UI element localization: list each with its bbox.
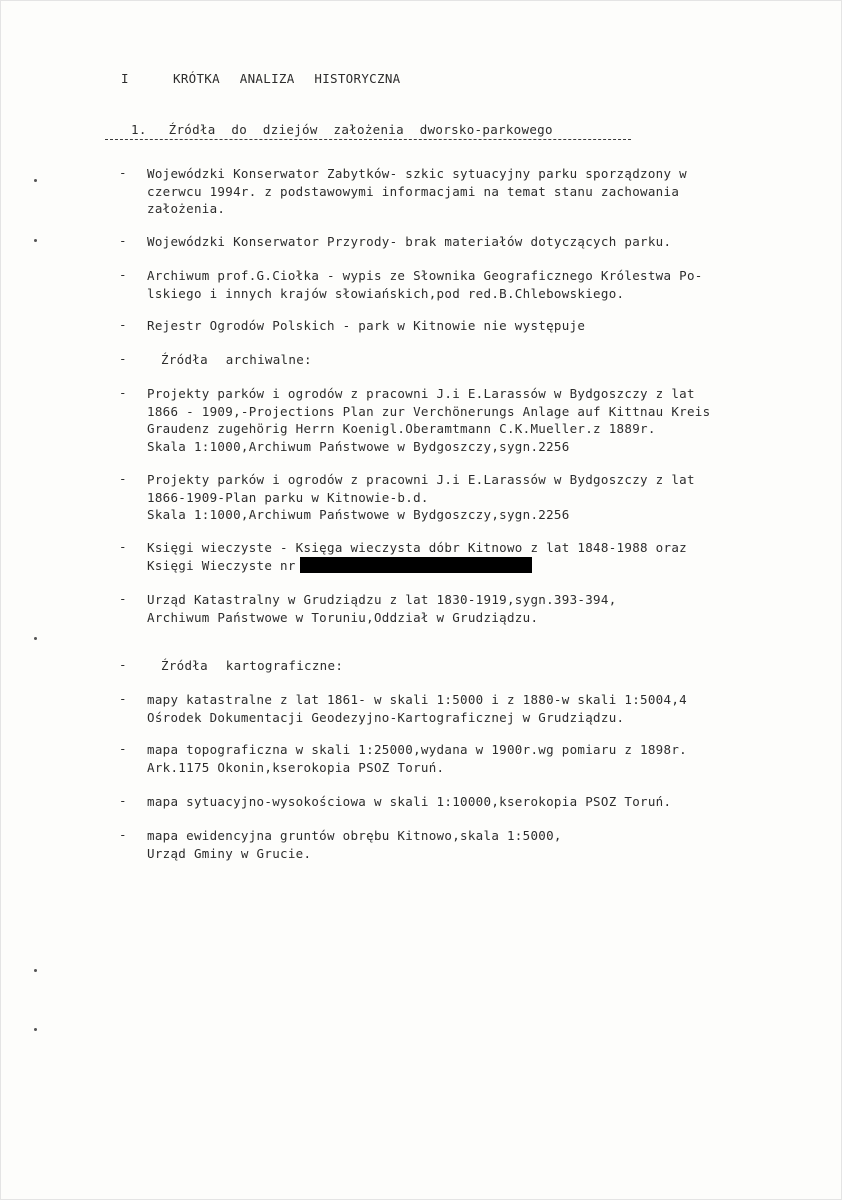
list-marker: - — [119, 591, 127, 606]
list-item-text: Archiwum prof.G.Ciołka - wypis ze Słownika Geograficznego Królestwa Po- lskiego i innych krajów słowiańskich,pod red.B.Chlebowskiego. — [147, 268, 703, 301]
section-heading — [105, 122, 631, 140]
list-item-line: Księgi wieczyste - Księga wieczysta dóbr Kitnowo z lat 1848-1988 oraz — [147, 540, 687, 555]
section-title: Źródła do dziejów założenia dworsko-parkowego — [168, 122, 553, 137]
list-item-text: Wojewódzki Konserwator Zabytków- szkic sytuacyjny parku sporządzony w czerwcu 1994r. z podstawowymi informacjami na temat stanu zachowania założenia. — [147, 166, 687, 216]
list-item-text: Rejestr Ogrodów Polskich - park w Kitnowie nie występuje — [147, 318, 586, 333]
list-item-text: Projekty parków i ogrodów z pracowni J.i E.Larassów w Bydgoszczy z lat 1866 - 1909,-Projections Plan zur Verchönerungs Anlage auf Kittnau Kreis Graudenz zugehörig Herrn Koenigl.Oberamtmann C.K.Mueller.z 1889r. Skala 1:1000,Archiwum Państwowe w Bydgoszczy,sygn.2256 — [147, 386, 711, 454]
subsection-title: Źródła archiwalne: — [161, 352, 312, 367]
list-marker: - — [119, 741, 127, 756]
list-marker: - — [119, 351, 127, 366]
list-item-text: mapa ewidencyjna gruntów obrębu Kitnowo,skala 1:5000, Urząd Gminy w Grucie. — [147, 828, 562, 861]
list-marker: - — [119, 385, 127, 400]
list-item-text: Projekty parków i ogrodów z pracowni J.i E.Larassów w Bydgoszczy z lat 1866-1909-Plan parku w Kitnowie-b.d. Skala 1:1000,Archiwum Państwowe w Bydgoszczy,sygn.2256 — [147, 472, 695, 522]
list-item-text: Urząd Katastralny w Grudziądzu z lat 1830-1919,sygn.393-394, Archiwum Państwowe w Toruniu,Oddział w Grudziądzu. — [147, 592, 617, 625]
register-label: Księgi Wieczyste nr — [147, 557, 296, 573]
list-item-text — [147, 539, 759, 574]
section-number: 1. — [131, 122, 147, 137]
list-marker: - — [119, 657, 127, 672]
chapter-number: I — [121, 71, 129, 86]
list-marker: - — [119, 793, 127, 808]
list-item-text: mapy katastralne z lat 1861- w skali 1:5000 i z 1880-w skali 1:5004,4 Ośrodek Dokumentacji Geodezyjno-Kartograficznej w Grudziądzu. — [147, 692, 687, 725]
list-marker: - — [119, 317, 127, 332]
list-item-line — [147, 557, 759, 575]
list-marker: - — [119, 539, 127, 554]
list-item-text: mapa sytuacyjno-wysokościowa w skali 1:10000,kserokopia PSOZ Toruń. — [147, 794, 672, 809]
list-marker: - — [119, 267, 127, 282]
list-marker: - — [119, 827, 127, 842]
list-marker: - — [119, 165, 127, 180]
list-item-text: mapa topograficzna w skali 1:25000,wydana w 1900r.wg pomiaru z 1898r. Ark.1175 Okonin,kserokopia PSOZ Toruń. — [147, 742, 687, 775]
list-marker: - — [119, 471, 127, 486]
list-item-text: Wojewódzki Konserwator Przyrody- brak materiałów dotyczących parku. — [147, 234, 672, 249]
subsection-title: Źródła kartograficzne: — [161, 658, 344, 673]
list-marker: - — [119, 233, 127, 248]
margin-speck — [34, 239, 37, 242]
margin-speck — [34, 179, 37, 182]
redaction-bar — [300, 557, 532, 573]
margin-speck — [34, 1028, 37, 1031]
margin-speck — [34, 969, 37, 972]
margin-speck — [34, 637, 37, 640]
list-marker: - — [119, 691, 127, 706]
chapter-title: KRÓTKA ANALIZA HISTORYCZNA — [173, 71, 401, 86]
